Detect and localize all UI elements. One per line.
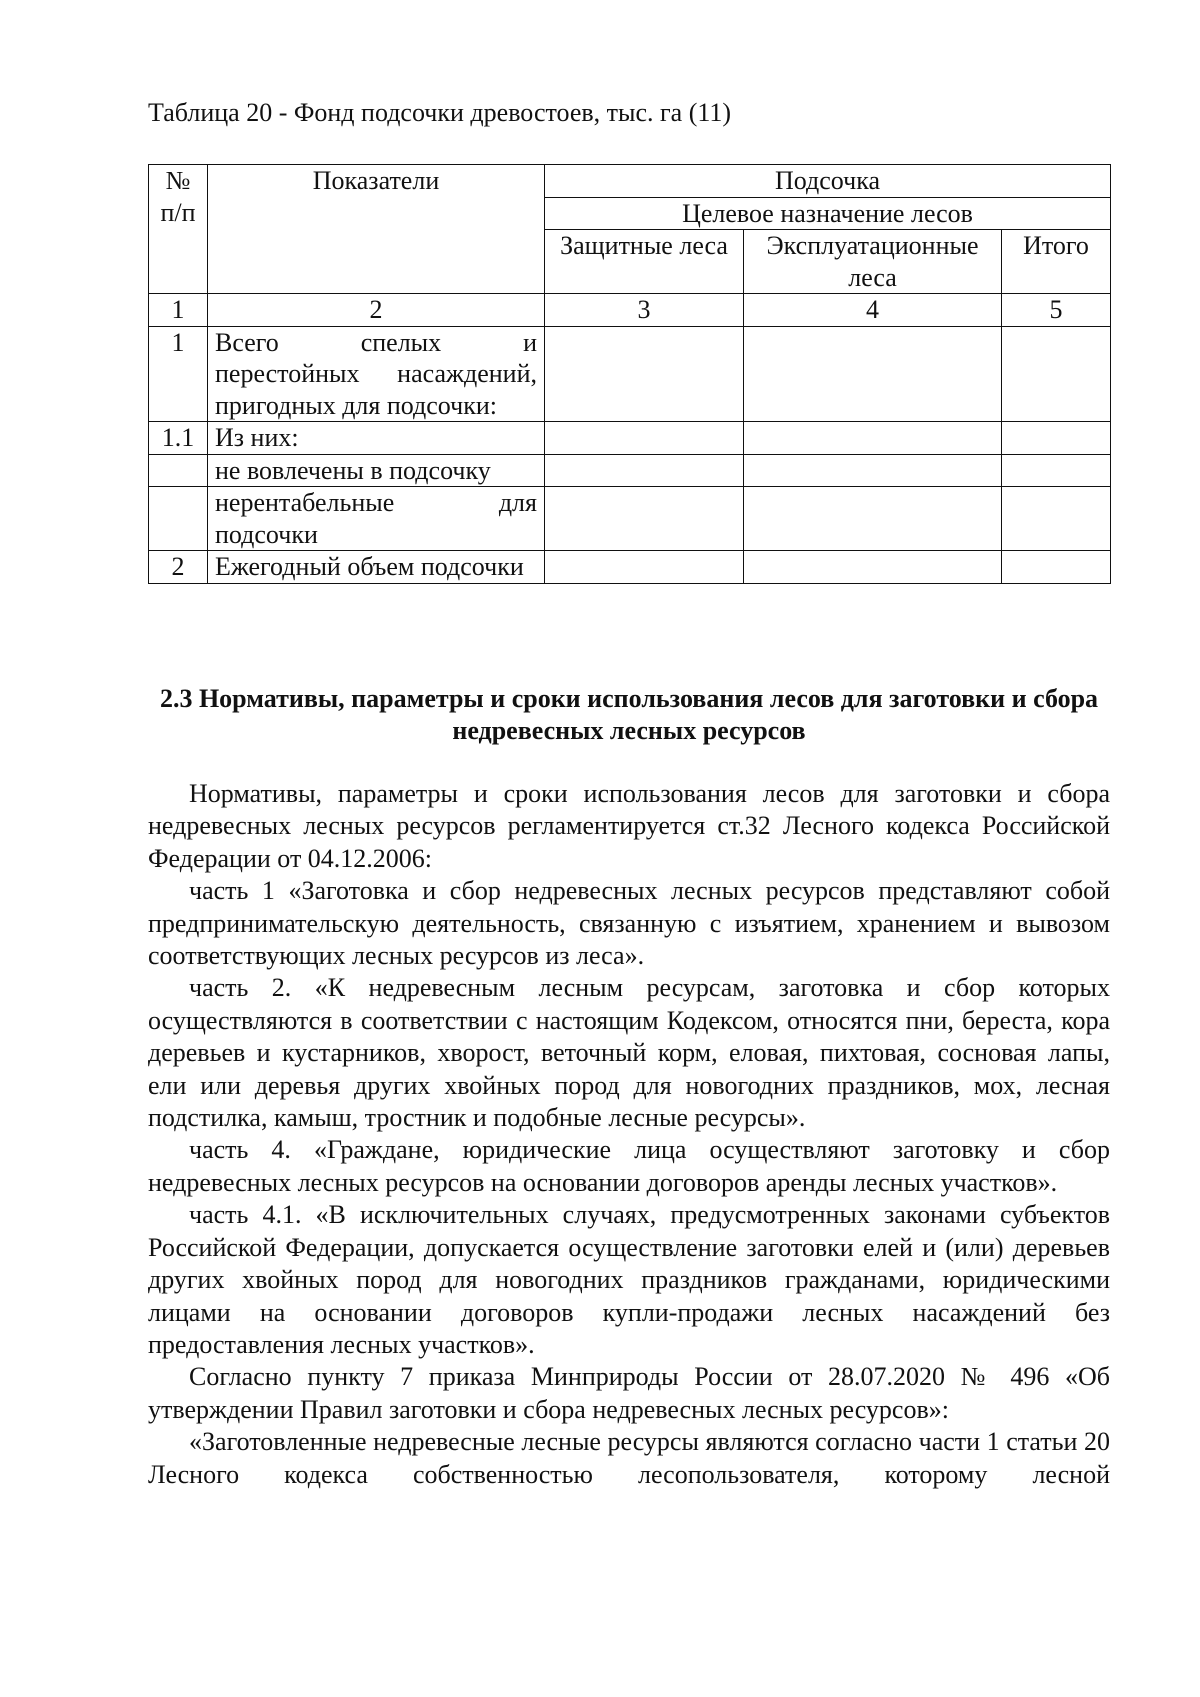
row-num [149,487,208,551]
header-subgroup: Целевое назначение лесов [545,197,1111,230]
row-value-exploitation [744,551,1002,584]
row-value-total [1002,487,1111,551]
table-row [149,454,1111,487]
row-value-protective [545,487,744,551]
row-value-total [1002,422,1111,455]
header-total: Итого [1002,230,1111,294]
row-value-protective [545,422,744,455]
column-number: 3 [545,294,744,327]
row-value-total [1002,551,1111,584]
column-number-row [149,294,1111,327]
column-number: 1 [149,294,208,327]
paragraph: часть 2. «К недревесным лесным ресурсам, заготовка и сбор которых осуществляются в соответствии с настоящим Кодексом, относятся пни, береста, кора деревьев и кустарников, хворост, веточный корм, еловая, пихтовая, сосновая лапы, ели или деревья других хвойных пород для новогодних праздников, мох, лесная подстилка, камыш, тростник и подобные лесные ресурсы». [148,973,1110,1133]
row-value-total [1002,454,1111,487]
header-exploitation: Эксплуатационные леса [744,230,1002,294]
row-label: нерентабельные для подсочки [208,487,545,551]
body-text [148,778,1110,1491]
column-number: 4 [744,294,1002,327]
header-group: Подсочка [545,165,1111,198]
paragraph: «Заготовленные недревесные лесные ресурсы являются согласно части 1 статьи 20 Лесного кодекса собственностью лесопользователя, которому лесной [148,1427,1110,1489]
row-value-exploitation [744,487,1002,551]
row-num: 1.1 [149,422,208,455]
header-indicators: Показатели [208,165,545,294]
table-row [149,487,1111,551]
table-header-row [149,165,1111,198]
row-num [149,454,208,487]
paragraph: часть 4.1. «В исключительных случаях, предусмотренных законами субъектов Российской Федерации, допускается осуществление заготовки елей и (или) деревьев других хвойных пород для новогодних праздников гражданами, юридическими лицами на основании договоров купли-продажи лесных насаждений без предоставления лесных участков». [148,1200,1110,1359]
data-table [148,164,1111,584]
row-label: не вовлечены в подсочку [208,454,545,487]
table-row [149,326,1111,422]
paragraph: часть 4. «Граждане, юридические лица осуществляют заготовку и сбор недревесных лесных ресурсов на основании договоров аренды лесных участков». [148,1135,1110,1197]
section-heading: 2.3 Нормативы, параметры и сроки использования лесов для заготовки и сбора недревесных лесных ресурсов [159,684,1099,745]
paragraph: часть 1 «Заготовка и сбор недревесных лесных ресурсов представляют собой предпринимательскую деятельность, связанную с изъятием, хранением и вывозом соответствующих лесных ресурсов из леса». [148,876,1110,971]
table-row [149,551,1111,584]
row-value-exploitation [744,454,1002,487]
header-protective: Защитные леса [545,230,744,294]
row-value-exploitation [744,326,1002,422]
row-value-exploitation [744,422,1002,455]
column-number: 2 [208,294,545,327]
row-label: Всего спелых и перестойных насаждений, пригодных для подсочки: [208,326,545,422]
row-label: Ежегодный объем подсочки [208,551,545,584]
table-row [149,422,1111,455]
table-caption: Таблица 20 - Фонд подсочки древостоев, тыс. га (11) [148,98,732,127]
row-num: 2 [149,551,208,584]
row-value-protective [545,551,744,584]
row-num: 1 [149,326,208,422]
row-value-protective [545,326,744,422]
paragraph: Нормативы, параметры и сроки использования лесов для заготовки и сбора недревесных лесных ресурсов регламентируется ст.32 Лесного кодекса Российской Федерации от 04.12.2006: [148,779,1110,873]
column-number: 5 [1002,294,1111,327]
row-label: Из них: [208,422,545,455]
paragraph: Согласно пункту 7 приказа Минприроды России от 28.07.2020 № 496 «Об утверждении Правил заготовки и сбора недревесных лесных ресурсов»: [148,1362,1110,1424]
row-value-total [1002,326,1111,422]
header-num: № п/п [149,165,208,294]
row-value-protective [545,454,744,487]
